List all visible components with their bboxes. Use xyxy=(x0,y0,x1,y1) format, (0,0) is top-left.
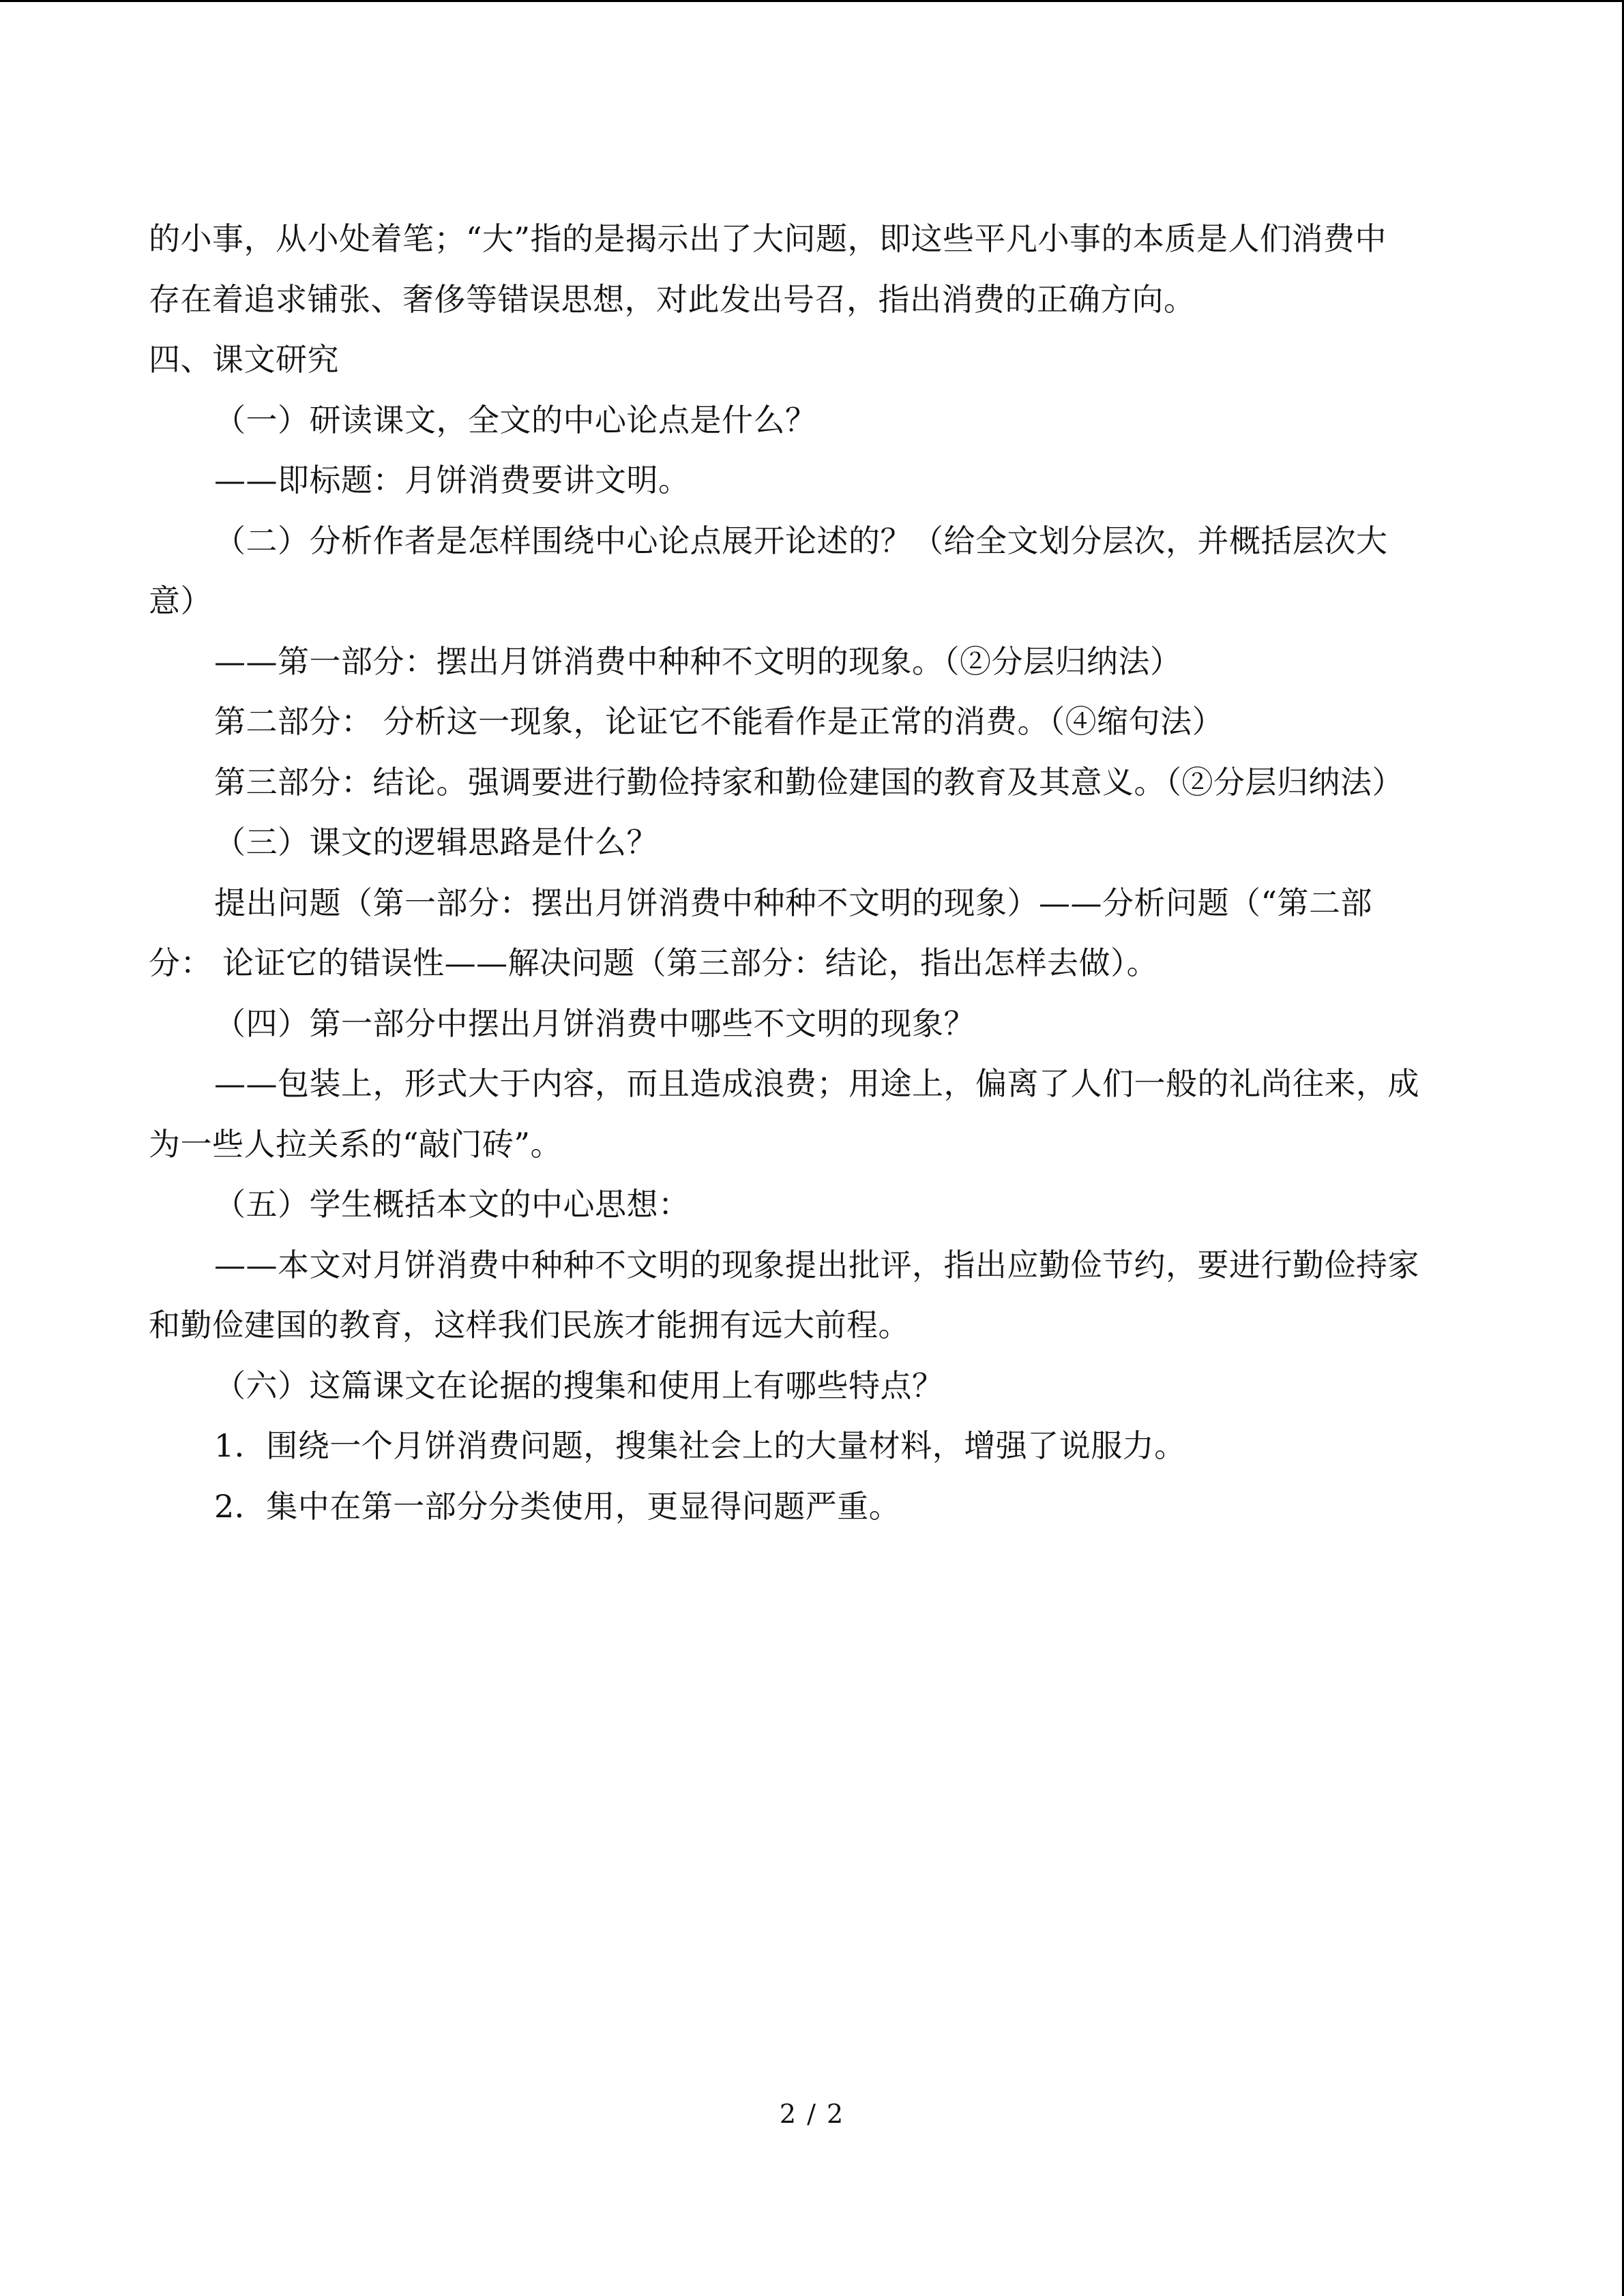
text-line: 为一些人拉关系的“敲门砖”。 xyxy=(149,1125,563,1163)
question-line: （一）研读课文，全文的中心论点是什么？ xyxy=(214,401,817,438)
answer-line: ——即标题：月饼消费要讲文明。 xyxy=(214,462,690,498)
question-line: （六）这篇课文在论据的搜集和使用上有哪些特点？ xyxy=(214,1367,944,1404)
answer-line: 第三部分：结论。强调要进行勤俭持家和勤俭建国的教育及其意义。（②分层归纳法） xyxy=(214,763,1404,801)
answer-line: ——本文对月饼消费中种种不文明的现象提出批评，指出应勤俭节约，要进行勤俭持家 xyxy=(214,1246,1419,1283)
list-item: 1．围绕一个月饼消费问题，搜集社会上的大量材料，增强了说服力。 xyxy=(214,1427,1186,1464)
text-line: 和勤俭建国的教育，这样我们民族才能拥有远大前程。 xyxy=(149,1307,910,1343)
text-line: 分： 论证它的错误性——解决问题（第三部分：结论，指出怎样去做）。 xyxy=(149,944,1159,981)
question-line: （二）分析作者是怎样围绕中心论点展开论述的？（给全文划分层次，并概括层次大 xyxy=(214,522,1388,559)
page-number: 2 / 2 xyxy=(779,2099,845,2129)
section-heading: 四、课文研究 xyxy=(149,341,339,378)
document-body xyxy=(149,209,1458,1536)
text-line: 意） xyxy=(149,582,212,619)
answer-line: 提出问题（第一部分：摆出月饼消费中种种不文明的现象）——分析问题（“第二部 xyxy=(214,884,1373,921)
answer-line: ——第一部分：摆出月饼消费中种种不文明的现象。（②分层归纳法） xyxy=(214,642,1182,680)
answer-line: 第二部分： 分析这一现象，论证它不能看作是正常的消费。（④缩句法） xyxy=(214,703,1224,740)
text-line: 存在着追求铺张、奢侈等错误思想，对此发出号召，指出消费的正确方向。 xyxy=(149,280,1196,318)
text-line: 的小事，从小处着笔；“大”指的是揭示出了大问题，即这些平凡小事的本质是人们消费中 xyxy=(149,220,1387,257)
page-border-top xyxy=(0,0,1624,2)
list-item: 2．集中在第一部分分类使用，更显得问题严重。 xyxy=(214,1487,901,1525)
question-line: （四）第一部分中摆出月饼消费中哪些不文明的现象？ xyxy=(214,1004,975,1042)
question-line: （五）学生概括本文的中心思想： xyxy=(214,1186,690,1223)
answer-line: ——包装上，形式大于内容，而且造成浪费；用途上，偏离了人们一般的礼尚往来，成 xyxy=(214,1065,1419,1102)
question-line: （三）课文的逻辑思路是什么？ xyxy=(214,824,658,861)
